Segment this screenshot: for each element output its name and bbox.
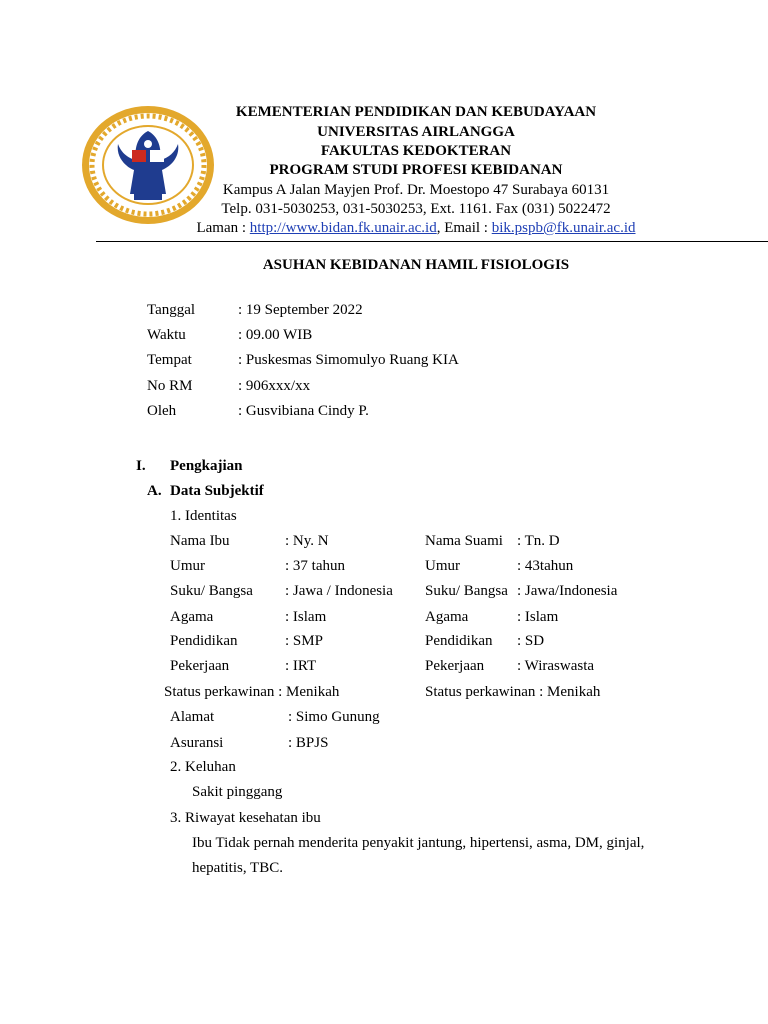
airlangga-university-seal-icon: [80, 104, 216, 226]
identity-value: : SD: [517, 633, 545, 649]
asuransi-value: : BPJS: [288, 735, 329, 751]
identity-label: Suku/ Bangsa: [170, 583, 253, 599]
riwayat-text-line1: Ibu Tidak pernah menderita penyakit jantung, hipertensi, asma, DM, ginjal,: [192, 835, 645, 851]
identity-label: Nama Suami: [425, 533, 503, 549]
item-identitas: 1. Identitas: [170, 508, 237, 524]
identity-value: : Wiraswasta: [517, 658, 595, 674]
identity-value: : Jawa/Indonesia: [517, 583, 618, 599]
identity-label: Pendidikan: [425, 633, 493, 649]
meta-label: Tempat: [147, 352, 192, 368]
letterhead-divider: [96, 241, 768, 242]
section-number: I.: [136, 458, 146, 474]
identity-label: Umur: [170, 558, 205, 574]
keluhan-text: Sakit pinggang: [192, 784, 283, 800]
asuransi-label: Asuransi: [170, 735, 224, 751]
identity-value: : Tn. D: [517, 533, 560, 549]
letterhead-university: UNIVERSITAS AIRLANGGA: [317, 124, 515, 140]
identity-label: Pekerjaan: [425, 658, 485, 674]
identity-label: Pendidikan: [170, 633, 238, 649]
identity-label: Umur: [425, 558, 460, 574]
document-title: ASUHAN KEBIDANAN HAMIL FISIOLOGIS: [262, 257, 570, 273]
meta-value: : 906xxx/xx: [238, 378, 311, 394]
meta-value: : Puskesmas Simomulyo Ruang KIA: [238, 352, 459, 368]
item-keluhan: 2. Keluhan: [170, 759, 236, 775]
status-perkawinan-ibu: Status perkawinan : Menikah: [164, 684, 340, 700]
item-riwayat-kesehatan: 3. Riwayat kesehatan ibu: [170, 810, 321, 826]
identity-label: Nama Ibu: [170, 533, 230, 549]
letterhead-program: PROGRAM STUDI PROFESI KEBIDANAN: [269, 162, 563, 178]
email-link[interactable]: bik.pspb@fk.unair.ac.id: [491, 220, 636, 236]
identity-value: : 43tahun: [517, 558, 574, 574]
laman-label: Laman :: [196, 220, 250, 236]
identity-value: : IRT: [285, 658, 317, 674]
meta-label: Oleh: [147, 403, 177, 419]
letterhead-faculty: FAKULTAS KEDOKTERAN: [320, 143, 512, 159]
email-label: , Email :: [436, 220, 492, 236]
letterhead-ministry: KEMENTERIAN PENDIDIKAN DAN KEBUDAYAAN: [235, 104, 597, 120]
identity-value: : 37 tahun: [285, 558, 345, 574]
meta-label: No RM: [147, 378, 193, 394]
website-link[interactable]: http://www.bidan.fk.unair.ac.id: [249, 220, 437, 236]
letterhead-address: Kampus A Jalan Mayjen Prof. Dr. Moestopo 47 Surabaya 60131: [222, 182, 610, 198]
identity-label: Suku/ Bangsa: [425, 583, 508, 599]
identity-value: : Ny. N: [285, 533, 329, 549]
riwayat-text-line2: hepatitis, TBC.: [192, 860, 283, 876]
status-perkawinan-suami: Status perkawinan : Menikah: [425, 684, 601, 700]
meta-label: Waktu: [147, 327, 186, 343]
identity-value: : SMP: [285, 633, 323, 649]
meta-value: : Gusvibiana Cindy P.: [238, 403, 369, 419]
alamat-value: : Simo Gunung: [288, 709, 380, 725]
meta-value: : 09.00 WIB: [238, 327, 313, 343]
letterhead-contact: [150, 219, 682, 237]
section-title: Pengkajian: [170, 458, 243, 474]
identity-label: Agama: [425, 609, 469, 625]
identity-value: : Islam: [517, 609, 559, 625]
meta-label: Tanggal: [147, 302, 196, 318]
identity-label: Pekerjaan: [170, 658, 230, 674]
identity-value: : Islam: [285, 609, 327, 625]
identity-label: Agama: [170, 609, 214, 625]
meta-value: : 19 September 2022: [238, 302, 363, 318]
letterhead-phone: Telp. 031-5030253, 031-5030253, Ext. 1161. Fax (031) 5022472: [221, 201, 611, 217]
subsection-title: Data Subjektif: [170, 483, 264, 499]
identity-value: : Jawa / Indonesia: [285, 583, 393, 599]
alamat-label: Alamat: [170, 709, 215, 725]
subsection-number: A.: [147, 483, 162, 499]
